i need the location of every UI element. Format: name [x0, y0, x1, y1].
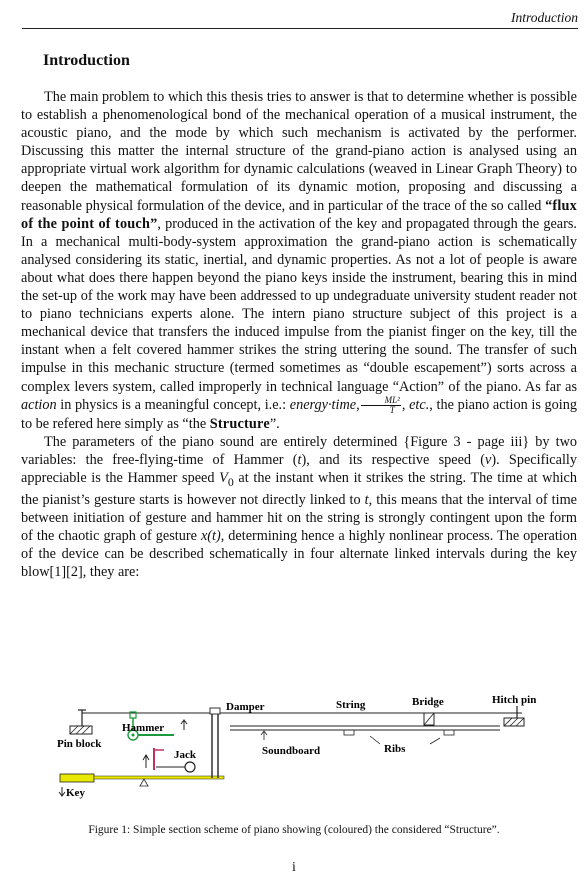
math-v0: V — [219, 470, 228, 487]
energy-time: energy·time, — [289, 396, 360, 413]
figure-caption: Figure 1: Simple section scheme of piano showing (coloured) the considered “Structure”. — [88, 824, 500, 836]
text-run: The parameters of the piano sound are entirely determined {Figure 3 - page iii} by two variables: the free-flying-time of Hammer ( — [21, 433, 577, 469]
section-title: Introduction — [43, 52, 130, 69]
label-ribs: Ribs — [384, 743, 406, 755]
text-run: , produced in the activation of the key and propagated through the gears. In a mechanical multi-body-system approximation the grand-piano action is schematically analysed considering its static, inertial, and dynamic properties. As not a lot of people is aware about what does there happen beyond the piano keys inside the instrument, bearing this in mind the set-up of the work may have been addressed to up undegraduate university student reader not to piano technicians experts alone. The intern piano structure subject of this project is a mechanical device that transfers the induced impulse from the pianist finger on the key, till the instant when a felt covered hammer strikes the string uttering the sound. The transfer of such impulse in this mechanic structure (termed sometimes as “double escapement”) sorts across a complex levers system, called improperly in technical language “Action” of the piano. As far as — [21, 215, 577, 395]
math-t: t — [297, 452, 302, 469]
label-jack: Jack — [174, 749, 196, 761]
text-run: in physics is a meaningful concept, i.e.: — [56, 396, 290, 413]
bridge — [424, 713, 434, 725]
structure-term: Structure — [209, 415, 270, 432]
hitch-pin — [504, 706, 524, 726]
damper — [210, 708, 220, 778]
math-v: v — [485, 452, 492, 469]
pin-block — [70, 710, 92, 734]
paragraph-2 — [21, 433, 577, 582]
label-string: String — [336, 699, 366, 711]
page-number: i — [292, 860, 296, 875]
ribs — [344, 730, 454, 744]
header-rule — [22, 28, 578, 29]
label-hammer: Hammer — [122, 722, 165, 734]
body-text — [21, 88, 577, 582]
flux-term: “flux of the point of touch” — [21, 197, 577, 232]
label-key: Key — [66, 787, 85, 799]
text-run: , the piano action is going to be refered here simply as “the — [21, 396, 577, 432]
text-run: , this means that the interval of time between initiation of gesture and hammer hit on the string is strongly contingent upon the form of the chaotic graph of gesture — [21, 492, 578, 545]
label-soundboard: Soundboard — [262, 745, 321, 757]
math-xt: x(t) — [200, 528, 221, 545]
text-run: at the instant when it strikes the string. The time at which the pianist’s gesture starts is however not directly linked to — [21, 470, 577, 509]
math-t: t — [364, 492, 369, 509]
text-run: ”. — [269, 415, 280, 432]
label-pin-block: Pin block — [57, 738, 102, 750]
text-run: , determining hence a highly nonlinear process. The operation of the device can be described schematically in four alternate linked intervals during the key blow[1][2], they are: — [21, 528, 577, 581]
running-head: Introduction — [511, 10, 578, 25]
text-run: ). Specifically appreciable is the Hammer speed — [21, 452, 577, 487]
math-v0-subscript: 0 — [227, 474, 234, 489]
fraction-denominator: T — [389, 404, 395, 415]
text-run: ), and its respective speed ( — [301, 452, 486, 469]
etc: , etc. — [401, 396, 430, 413]
fraction-numerator: ML² — [361, 396, 401, 406]
soundboard — [230, 726, 500, 740]
label-damper: Damper — [226, 701, 265, 713]
paragraph-1 — [21, 88, 577, 433]
text-run: The main problem to which this thesis tries to answer is that to determine whether is possible to establish a phenomenological bond of the mechanical operation of a musical instrument, the acoustic piano, and the mode by which such mechanism is activated by the performer. Discussing this matter the internal structure of the grand-piano action is analysed using an appropriate virtual work algorithm for dynamic calculations (weaved in Linear Graph Theory) to deepen the mathematical formulation of its dynamic motion, proposing and discussing a reasonable physical formulation of the device, and in particular of the trace of the so called — [21, 89, 577, 214]
piano-section-diagram — [52, 688, 552, 803]
fraction — [361, 396, 401, 415]
label-hitch-pin: Hitch pin — [492, 694, 537, 706]
label-bridge: Bridge — [412, 696, 444, 708]
action-term: action — [21, 396, 57, 413]
